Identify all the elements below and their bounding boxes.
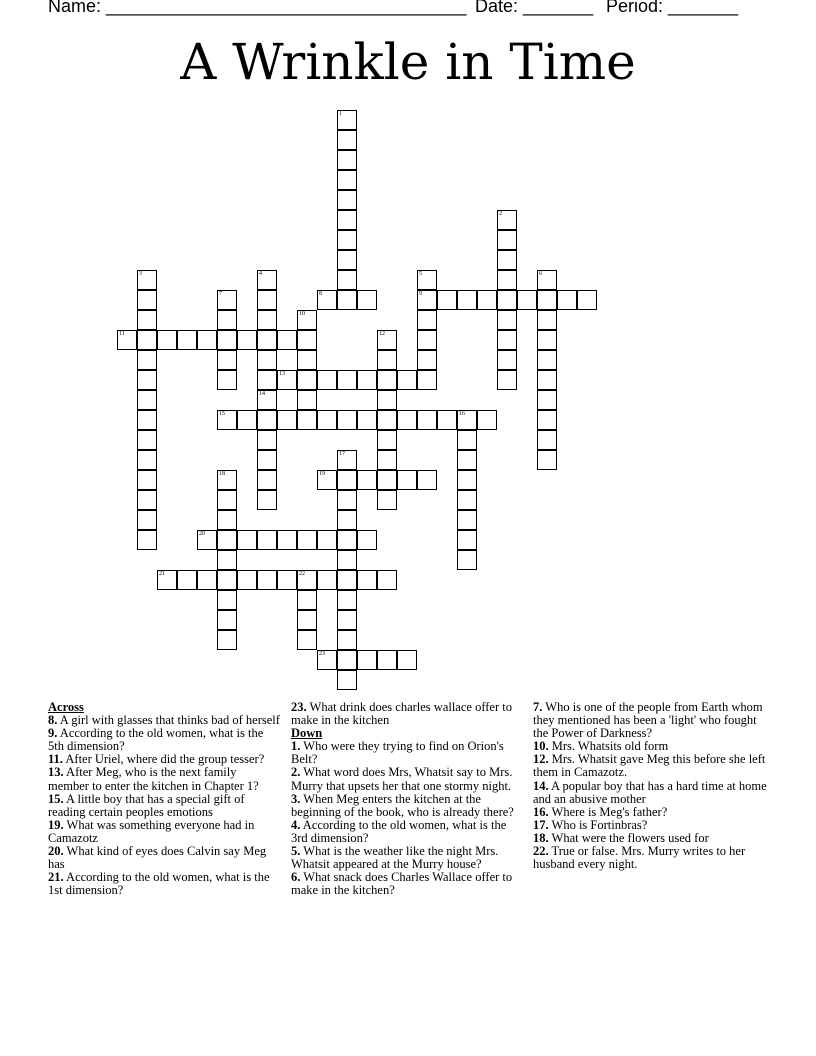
grid-cell[interactable] bbox=[417, 330, 437, 350]
clue-number: 8 bbox=[319, 291, 322, 297]
grid-cell[interactable] bbox=[337, 210, 357, 230]
clue-label: 15. bbox=[48, 791, 64, 806]
clue-number: 16 bbox=[459, 411, 465, 417]
grid-cell[interactable] bbox=[297, 610, 317, 630]
grid-cell[interactable] bbox=[337, 470, 357, 490]
grid-cell[interactable] bbox=[357, 650, 377, 670]
grid-cell[interactable] bbox=[397, 410, 417, 430]
grid-cell[interactable] bbox=[297, 630, 317, 650]
grid-cell[interactable] bbox=[377, 430, 397, 450]
clue-text: Who is Fortinbras? bbox=[548, 817, 648, 832]
grid-cell[interactable] bbox=[297, 350, 317, 370]
grid-cell[interactable] bbox=[357, 470, 377, 490]
clue-number: 21 bbox=[159, 571, 165, 577]
date-field[interactable]: Date: _______ bbox=[475, 0, 594, 16]
grid-cell[interactable] bbox=[497, 330, 517, 350]
page-title: A Wrinkle in Time bbox=[180, 33, 636, 91]
grid-cell[interactable] bbox=[437, 290, 457, 310]
grid-cell[interactable] bbox=[177, 570, 197, 590]
grid-cell[interactable] bbox=[317, 410, 337, 430]
grid-cell[interactable] bbox=[177, 330, 197, 350]
grid-cell[interactable] bbox=[537, 290, 557, 310]
grid-cell[interactable] bbox=[497, 210, 517, 230]
grid-cell[interactable] bbox=[377, 330, 397, 350]
grid-cell[interactable] bbox=[317, 530, 337, 550]
grid-cell[interactable] bbox=[257, 410, 277, 430]
clue-item bbox=[48, 819, 280, 845]
grid-cell[interactable] bbox=[457, 490, 477, 510]
grid-cell[interactable] bbox=[337, 110, 357, 130]
grid-cell[interactable] bbox=[137, 310, 157, 330]
grid-cell[interactable] bbox=[417, 270, 437, 290]
clue-text: Who is one of the people from Earth whom they mentioned has been a 'light' who fought the Power of Darkness? bbox=[533, 700, 763, 741]
clue-text: What were the flowers used for bbox=[548, 830, 709, 845]
grid-cell[interactable] bbox=[137, 350, 157, 370]
clue-text: A girl with glasses that thinks bad of herself bbox=[57, 713, 280, 728]
grid-cell[interactable] bbox=[217, 530, 237, 550]
clue-number: 14 bbox=[259, 391, 265, 397]
grid-cell[interactable] bbox=[217, 370, 237, 390]
grid-cell[interactable] bbox=[337, 410, 357, 430]
clue-item bbox=[291, 871, 519, 897]
grid-cell[interactable] bbox=[237, 410, 257, 430]
clue-text: What snack does Charles Wallace offer to make in the kitchen? bbox=[291, 870, 513, 898]
grid-cell[interactable] bbox=[337, 270, 357, 290]
grid-cell[interactable] bbox=[357, 410, 377, 430]
grid-cell[interactable] bbox=[337, 230, 357, 250]
grid-cell[interactable] bbox=[297, 410, 317, 430]
clue-text: After Uriel, where did the group tesser? bbox=[62, 752, 265, 767]
grid-cell[interactable] bbox=[257, 570, 277, 590]
clue-number: 19 bbox=[319, 471, 325, 477]
period-field[interactable]: Period: _______ bbox=[606, 0, 739, 16]
clue-label: 17. bbox=[533, 817, 549, 832]
grid-cell[interactable] bbox=[357, 290, 377, 310]
grid-cell[interactable] bbox=[337, 610, 357, 630]
name-field[interactable]: Name: ____________________________________ bbox=[48, 0, 467, 16]
grid-cell[interactable] bbox=[137, 530, 157, 550]
grid-cell[interactable] bbox=[337, 530, 357, 550]
clue-text: What is the weather like the night Mrs. Whatsit appeared at the Murry house? bbox=[291, 844, 499, 872]
grid-cell[interactable] bbox=[397, 370, 417, 390]
clue-number: 7 bbox=[219, 291, 222, 297]
grid-cell[interactable] bbox=[237, 530, 257, 550]
grid-cell[interactable] bbox=[437, 410, 457, 430]
clue-label: 16. bbox=[533, 804, 549, 819]
clue-number: 11 bbox=[119, 331, 125, 337]
clue-text: According to the old women, what is the 3rd dimension? bbox=[291, 817, 507, 845]
clue-item bbox=[48, 727, 280, 753]
grid-cell[interactable] bbox=[377, 410, 397, 430]
grid-cell[interactable] bbox=[337, 190, 357, 210]
clue-text: Mrs. Whatsit gave Meg this before she left them in Camazotz. bbox=[533, 752, 766, 780]
clue-item bbox=[533, 845, 768, 871]
clue-label: 21. bbox=[48, 870, 64, 885]
clue-text: When Meg enters the kitchen at the beginning of the book, who is already there? bbox=[291, 791, 514, 819]
grid-cell[interactable] bbox=[197, 330, 217, 350]
clue-item bbox=[291, 845, 519, 871]
clue-number: 13 bbox=[279, 371, 285, 377]
grid-cell[interactable] bbox=[337, 250, 357, 270]
grid-cell[interactable] bbox=[337, 150, 357, 170]
clue-text: After Meg, who is the next family member to enter the kitchen in Chapter 1? bbox=[48, 765, 259, 793]
grid-cell[interactable] bbox=[537, 370, 557, 390]
grid-cell[interactable] bbox=[417, 350, 437, 370]
grid-cell[interactable] bbox=[317, 570, 337, 590]
clue-text: Mrs. Whatsits old form bbox=[548, 739, 669, 754]
clue-number: 2 bbox=[499, 211, 502, 217]
clue-text: Where is Meg's father? bbox=[548, 804, 668, 819]
grid-cell[interactable] bbox=[217, 630, 237, 650]
clue-item bbox=[291, 740, 519, 766]
grid-cell[interactable] bbox=[257, 310, 277, 330]
grid-cell[interactable] bbox=[417, 310, 437, 330]
grid-cell[interactable] bbox=[537, 270, 557, 290]
clue-label: 11. bbox=[48, 752, 63, 767]
clue-number: 18 bbox=[219, 471, 225, 477]
clue-label: 1. bbox=[291, 739, 301, 754]
clue-label: 2. bbox=[291, 765, 301, 780]
grid-cell[interactable] bbox=[337, 650, 357, 670]
clue-item bbox=[48, 793, 280, 819]
clue-number: 20 bbox=[199, 531, 205, 537]
grid-cell[interactable] bbox=[357, 530, 377, 550]
grid-cell[interactable] bbox=[497, 270, 517, 290]
grid-cell[interactable] bbox=[537, 390, 557, 410]
clue-label: 8. bbox=[48, 713, 58, 728]
grid-cell[interactable] bbox=[377, 570, 397, 590]
grid-cell[interactable] bbox=[217, 490, 237, 510]
grid-cell[interactable] bbox=[217, 350, 237, 370]
grid-cell[interactable] bbox=[257, 490, 277, 510]
grid-cell[interactable] bbox=[417, 290, 437, 310]
grid-cell[interactable] bbox=[257, 330, 277, 350]
grid-cell[interactable] bbox=[257, 390, 277, 410]
clue-item bbox=[291, 766, 519, 792]
clue-item bbox=[48, 845, 280, 871]
grid-cell[interactable] bbox=[137, 410, 157, 430]
clue-item bbox=[533, 753, 768, 779]
clue-text: True or false. Mrs. Murry writes to her husband every night. bbox=[533, 844, 746, 872]
clue-number: 23 bbox=[319, 651, 325, 657]
grid-cell[interactable] bbox=[537, 310, 557, 330]
grid-cell[interactable] bbox=[217, 570, 237, 590]
grid-cell[interactable] bbox=[137, 270, 157, 290]
clue-label: 5. bbox=[291, 844, 301, 859]
grid-cell[interactable] bbox=[537, 330, 557, 350]
grid-cell[interactable] bbox=[397, 650, 417, 670]
clue-label: 12. bbox=[533, 752, 549, 767]
grid-cell[interactable] bbox=[457, 530, 477, 550]
clue-label: 10. bbox=[533, 739, 549, 754]
grid-cell[interactable] bbox=[297, 310, 317, 330]
grid-cell[interactable] bbox=[317, 290, 337, 310]
grid-cell[interactable] bbox=[357, 370, 377, 390]
clue-text: Who were they trying to find on Orion's Belt? bbox=[291, 739, 504, 767]
grid-cell[interactable] bbox=[137, 390, 157, 410]
grid-cell[interactable] bbox=[297, 590, 317, 610]
clue-text: What was something everyone had in Camazotz bbox=[48, 817, 255, 845]
grid-cell[interactable] bbox=[337, 450, 357, 470]
clue-item bbox=[291, 819, 519, 845]
clue-number: 5 bbox=[419, 271, 422, 277]
grid-cell[interactable] bbox=[257, 530, 277, 550]
grid-cell[interactable] bbox=[337, 590, 357, 610]
grid-cell[interactable] bbox=[377, 490, 397, 510]
grid-cell[interactable] bbox=[137, 490, 157, 510]
grid-cell[interactable] bbox=[497, 250, 517, 270]
grid-cell[interactable] bbox=[137, 290, 157, 310]
clue-label: 3. bbox=[291, 791, 301, 806]
grid-cell[interactable] bbox=[337, 170, 357, 190]
grid-cell[interactable] bbox=[137, 430, 157, 450]
grid-cell[interactable] bbox=[317, 470, 337, 490]
clues-column-2 bbox=[291, 701, 519, 897]
grid-cell[interactable] bbox=[337, 510, 357, 530]
grid-cell[interactable] bbox=[497, 370, 517, 390]
grid-cell[interactable] bbox=[557, 290, 577, 310]
grid-cell[interactable] bbox=[137, 510, 157, 530]
clue-number: 1 bbox=[339, 111, 342, 117]
clue-item bbox=[291, 793, 519, 819]
grid-cell[interactable] bbox=[457, 550, 477, 570]
grid-cell[interactable] bbox=[137, 470, 157, 490]
grid-cell[interactable] bbox=[417, 370, 437, 390]
grid-cell[interactable] bbox=[417, 470, 437, 490]
grid-cell[interactable] bbox=[297, 570, 317, 590]
grid-cell[interactable] bbox=[237, 570, 257, 590]
grid-cell[interactable] bbox=[157, 570, 177, 590]
grid-cell[interactable] bbox=[257, 450, 277, 470]
clue-text: What word does Mrs, Whatsit say to Mrs. Murry that upsets her that one stormy night. bbox=[291, 765, 513, 793]
grid-cell[interactable] bbox=[277, 570, 297, 590]
grid-cell[interactable] bbox=[257, 470, 277, 490]
grid-cell[interactable] bbox=[117, 330, 137, 350]
grid-cell[interactable] bbox=[337, 670, 357, 690]
clue-text: According to the old women, what is the 1st dimension? bbox=[48, 870, 270, 898]
clue-label: 14. bbox=[533, 778, 549, 793]
grid-cell[interactable] bbox=[237, 330, 257, 350]
grid-cell[interactable] bbox=[337, 490, 357, 510]
grid-cell[interactable] bbox=[337, 630, 357, 650]
grid-cell[interactable] bbox=[497, 290, 517, 310]
clue-number: 10 bbox=[299, 311, 305, 317]
grid-cell[interactable] bbox=[577, 290, 597, 310]
grid-cell[interactable] bbox=[197, 530, 217, 550]
clue-text: A little boy that has a special gift of reading certain peoples emotions bbox=[48, 791, 245, 819]
grid-cell[interactable] bbox=[217, 550, 237, 570]
across-heading: Across bbox=[48, 700, 84, 714]
grid-cell[interactable] bbox=[457, 410, 477, 430]
clue-item bbox=[48, 766, 280, 792]
grid-cell[interactable] bbox=[277, 370, 297, 390]
grid-cell[interactable] bbox=[377, 650, 397, 670]
clue-item bbox=[533, 780, 768, 806]
grid-cell[interactable] bbox=[377, 350, 397, 370]
grid-cell[interactable] bbox=[157, 330, 177, 350]
grid-cell[interactable] bbox=[277, 410, 297, 430]
clue-label: 23. bbox=[291, 700, 307, 714]
clue-label: 20. bbox=[48, 844, 64, 859]
grid-cell[interactable] bbox=[537, 450, 557, 470]
clue-item bbox=[533, 701, 768, 740]
grid-cell[interactable] bbox=[217, 310, 237, 330]
grid-cell[interactable] bbox=[457, 450, 477, 470]
grid-cell[interactable] bbox=[137, 330, 157, 350]
grid-cell[interactable] bbox=[297, 390, 317, 410]
clue-item bbox=[291, 701, 519, 727]
grid-cell[interactable] bbox=[417, 410, 437, 430]
clue-item bbox=[48, 871, 280, 897]
grid-cell[interactable] bbox=[457, 470, 477, 490]
grid-cell[interactable] bbox=[217, 510, 237, 530]
grid-cell[interactable] bbox=[137, 450, 157, 470]
grid-cell[interactable] bbox=[497, 230, 517, 250]
grid-cell[interactable] bbox=[217, 610, 237, 630]
clue-label: 6. bbox=[291, 870, 301, 885]
grid-cell[interactable] bbox=[297, 370, 317, 390]
grid-cell[interactable] bbox=[277, 530, 297, 550]
grid-cell[interactable] bbox=[357, 570, 377, 590]
grid-cell[interactable] bbox=[497, 350, 517, 370]
grid-cell[interactable] bbox=[377, 390, 397, 410]
clue-number: 12 bbox=[379, 331, 385, 337]
grid-cell[interactable] bbox=[337, 570, 357, 590]
grid-cell[interactable] bbox=[397, 470, 417, 490]
clue-text: What kind of eyes does Calvin say Meg has bbox=[48, 844, 267, 872]
grid-cell[interactable] bbox=[497, 310, 517, 330]
clue-label: 4. bbox=[291, 817, 301, 832]
grid-cell[interactable] bbox=[457, 430, 477, 450]
clue-label: 7. bbox=[533, 700, 543, 714]
grid-cell[interactable] bbox=[297, 330, 317, 350]
grid-cell[interactable] bbox=[477, 290, 497, 310]
grid-cell[interactable] bbox=[537, 410, 557, 430]
clue-number: 15 bbox=[219, 411, 225, 417]
grid-cell[interactable] bbox=[197, 570, 217, 590]
clue-number: 4 bbox=[259, 271, 262, 277]
grid-cell[interactable] bbox=[457, 510, 477, 530]
clue-label: 19. bbox=[48, 817, 64, 832]
grid-cell[interactable] bbox=[377, 450, 397, 470]
clue-text: A popular boy that has a hard time at home and an abusive mother bbox=[533, 778, 767, 806]
grid-cell[interactable] bbox=[217, 330, 237, 350]
clue-label: 22. bbox=[533, 844, 549, 859]
clues-column-1 bbox=[48, 701, 280, 897]
clue-number: 3 bbox=[139, 271, 142, 277]
clue-number: 6 bbox=[539, 271, 542, 277]
grid-cell[interactable] bbox=[257, 270, 277, 290]
clue-number: 17 bbox=[339, 451, 345, 457]
grid-cell[interactable] bbox=[217, 290, 237, 310]
grid-cell[interactable] bbox=[217, 590, 237, 610]
grid-cell[interactable] bbox=[537, 350, 557, 370]
grid-cell[interactable] bbox=[257, 350, 277, 370]
grid-cell[interactable] bbox=[317, 650, 337, 670]
grid-cell[interactable] bbox=[277, 330, 297, 350]
grid-cell[interactable] bbox=[537, 430, 557, 450]
clue-text: What drink does charles wallace offer to make in the kitchen bbox=[291, 700, 512, 728]
clue-text: According to the old women, what is the 5th dimension? bbox=[48, 726, 264, 754]
grid-cell[interactable] bbox=[317, 370, 337, 390]
grid-cell[interactable] bbox=[457, 290, 477, 310]
grid-cell[interactable] bbox=[377, 370, 397, 390]
grid-cell[interactable] bbox=[257, 370, 277, 390]
grid-cell[interactable] bbox=[337, 130, 357, 150]
clue-label: 18. bbox=[533, 830, 549, 845]
grid-cell[interactable] bbox=[337, 550, 357, 570]
grid-cell[interactable] bbox=[477, 410, 497, 430]
clue-label: 9. bbox=[48, 726, 58, 741]
clue-label: 13. bbox=[48, 765, 64, 780]
grid-cell[interactable] bbox=[137, 370, 157, 390]
grid-cell[interactable] bbox=[337, 370, 357, 390]
grid-cell[interactable] bbox=[217, 470, 237, 490]
clue-number: 22 bbox=[299, 571, 305, 577]
grid-cell[interactable] bbox=[337, 290, 357, 310]
grid-cell[interactable] bbox=[297, 530, 317, 550]
grid-cell[interactable] bbox=[217, 410, 237, 430]
grid-cell[interactable] bbox=[257, 430, 277, 450]
clue-number: 9 bbox=[419, 291, 422, 297]
down-heading: Down bbox=[291, 726, 323, 741]
grid-cell[interactable] bbox=[517, 290, 537, 310]
grid-cell[interactable] bbox=[377, 470, 397, 490]
grid-cell[interactable] bbox=[257, 290, 277, 310]
clues-column-3 bbox=[533, 701, 768, 871]
